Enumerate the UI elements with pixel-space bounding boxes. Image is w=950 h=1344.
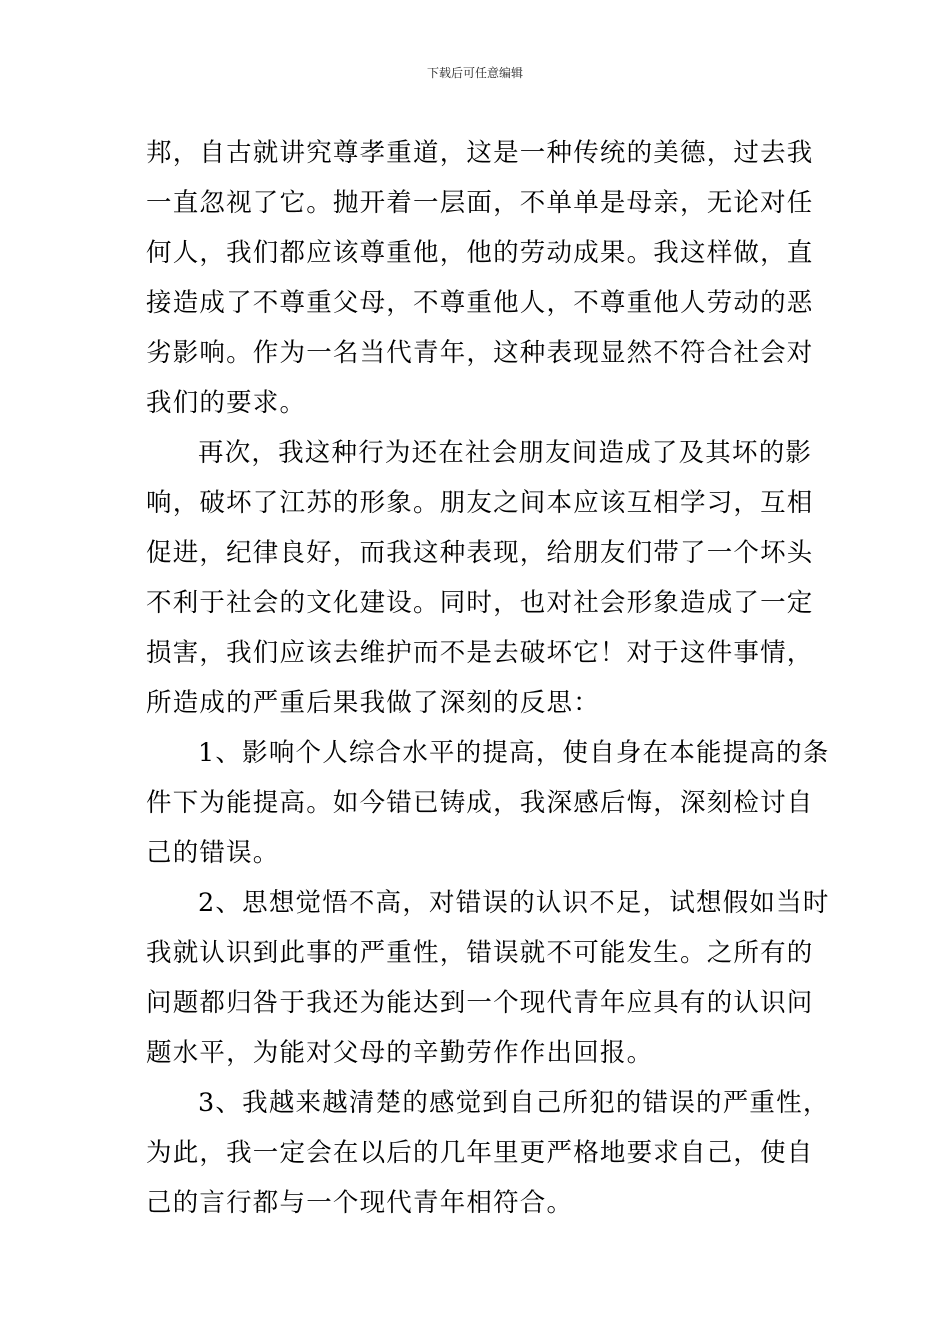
text-line: 我们的要求。 — [146, 388, 307, 418]
text-line: 响，破坏了江苏的形象。朋友之间本应该互相学习，互相 — [146, 488, 814, 518]
text-line: 再次，我这种行为还在社会朋友间造成了及其坏的影 — [198, 438, 813, 468]
text-line: 问题都归咎于我还为能达到一个现代青年应具有的认识问 — [146, 988, 814, 1018]
text-line: 不利于社会的文化建设。同时，也对社会形象造成了一定 — [146, 588, 814, 618]
paragraph-2 — [146, 428, 814, 728]
text-line: 邦，自古就讲究尊孝重道，这是一种传统的美德，过去我 — [146, 138, 814, 168]
paragraph-4 — [146, 878, 830, 1078]
document-body — [146, 128, 830, 1228]
text-line: 何人，我们都应该尊重他，他的劳动成果。我这样做，直 — [146, 238, 814, 268]
text-line: 己的错误。 — [146, 838, 280, 868]
text-line: 接造成了不尊重父母，不尊重他人，不尊重他人劳动的恶 — [146, 288, 814, 318]
text-line: 2、思想觉悟不高，对错误的认识不足，试想假如当时 — [198, 888, 830, 918]
text-line: 件下为能提高。如今错已铸成，我深感后悔，深刻检讨自 — [146, 788, 814, 818]
text-line: 题水平，为能对父母的辛勤劳作作出回报。 — [146, 1038, 654, 1068]
text-line: 损害，我们应该去维护而不是去破坏它！对于这件事情， — [146, 638, 814, 668]
text-line: 3、我越来越清楚的感觉到自己所犯的错误的严重性， — [198, 1088, 830, 1118]
text-line: 己的言行都与一个现代青年相符合。 — [146, 1188, 574, 1218]
paragraph-1 — [146, 128, 814, 428]
paragraph-5 — [146, 1078, 830, 1228]
paragraph-3 — [146, 728, 830, 878]
text-line: 为此，我一定会在以后的几年里更严格地要求自己，使自 — [146, 1138, 814, 1168]
text-line: 所造成的严重后果我做了深刻的反思： — [146, 688, 600, 718]
page-header: 下载后可任意编辑 — [426, 66, 523, 80]
text-line: 促进，纪律良好，而我这种表现，给朋友们带了一个坏头 — [146, 538, 814, 568]
text-line: 1、影响个人综合水平的提高，使自身在本能提高的条 — [198, 738, 830, 768]
text-line: 我就认识到此事的严重性，错误就不可能发生。之所有的 — [146, 938, 814, 968]
text-line: 劣影响。作为一名当代青年，这种表现显然不符合社会对 — [146, 338, 814, 368]
text-line: 一直忽视了它。抛开着一层面，不单单是母亲，无论对任 — [146, 188, 814, 218]
